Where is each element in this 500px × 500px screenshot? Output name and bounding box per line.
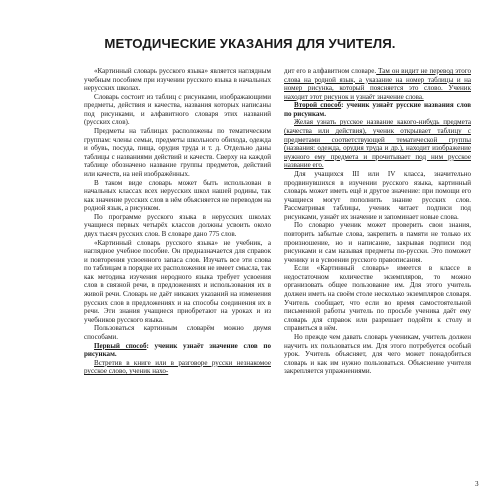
continuation-underlined: Там он видит не перевод этого слова на родной язык, а указание на номер таблицы и на номер рисунка, который поясняется это слово. Ученик находит этот рисунок и узнаёт значение слова. [284,67,471,101]
first-method-text: Встретив в книге или в разговоре русски незнакомое русское слово, ученик нахо- [84,358,271,376]
second-method-text: Желая узнать русское название какого-нибудь предмета (качества или действия), ученик открывает таблицу с предметами соответствующей тематической группы (названия: одежда, орудия труда и др.), находит изображение нужного ему предмета и прочитывает под ним русское название его. [284,118,471,170]
page-title: МЕТОДИЧЕСКИЕ УКАЗАНИЯ ДЛЯ УЧИТЕЛЯ. [104,36,396,51]
right-paragraph: Но прежде чем давать словарь ученикам, учитель должен научить их пользоваться им. Для этого потребуется особый урок. Учитель объясняет, для чего может понадобиться словарь и как им нужно пользоваться. Объяснение учителя закрепляется упражнениями. [284,332,471,376]
second-method-paragraph [284,101,471,118]
left-paragraph: Словарь состоит из таблиц с рисунками, изображающими предметы, действия и качества, названия которых написаны под рисунками, и алфавитного словаря этих названий (русских слов). [84,92,271,127]
page-number: 3 [475,480,479,488]
left-column [84,67,271,376]
right-paragraph: Если «Картинный словарь» имеется в классе в недостаточном количестве экземпляров, то можно организовать общее пользование им. Для этого учитель должен иметь на своём столе несколько экземпляров словаря. Учитель сообщает, что если во время самостоятельной письменной работы учитель по просьбе ученика даёт ему словарь для справок или разрешает подойти к столу и справиться в нём. [284,264,471,333]
left-paragraph: «Картинный словарь русского языка» является наглядным учебным пособием при изучении русского языка в начальных нерусских школах. [84,67,271,93]
left-paragraph: Предметы на таблицах расположены по тематическим группам: члены семьи, предметы школьного обихода, одежда и обувь, посуда, пища, орудия труда и т. д. Отдельно даны таблицы с названиями действий и качеств. Сверху на каждой таблице обозначено название группы предметов, действий или качеств, на ней изображённых. [84,127,271,178]
right-paragraph: Для учащихся III или IV класса, значительно продвинувшихся в изучении русского языка, картинный словарь может иметь ещё и другое значение: при помощи его учащиеся могут пополнить знание русских слов. Рассматривая таблицы, ученик читает подписи под рисунками, узнаёт их значение и запоминает новые слова. [284,169,471,221]
left-paragraph: «Картинный словарь русского языка» не учебник, а наглядное учебное пособие. Он предназначается для справок и повторения усвоенного запаса слов. Изучать все эти слова по таблицам в порядке их расположения не имеет смысла, так как методика изучения неродного языка требует усвоения слов в связной речи, в предложениях и использования их в живой речи. Словарь не даёт никаких указаний на изменения русских слов в предложениях и на способы соединения их в речи. Эти знания учащиеся приобретают на уроках и из учебников русского языка. [84,238,271,324]
continuation-paragraph [284,67,471,101]
continuation-plain: дит его в алфавитном словаре. [284,67,377,75]
right-paragraphs [284,170,471,376]
right-paragraph: По словарю ученик может проверить свои знания, повторить забытые слова, закрепить в памяти не только их произношение, но и написание, закрывая подписи под рисунками и сам называя предметы по-русски. Это поможет ученику и в усвоении русского правописания. [284,221,471,264]
second-method-description: : ученик узнаёт русские названия слов по рисункам. [284,101,471,118]
left-paragraphs [84,67,271,342]
left-paragraph: По программе русского языка в нерусских школах учащиеся первых четырёх классов должны усвоить около двух тысяч русских слов. В словаре дано 775 слов. [84,212,271,238]
first-method-description: : ученик узнаёт значение слов по рисункам. [84,341,272,359]
left-paragraph: Пользоваться картинным словарём можно двумя способами. [84,324,271,341]
first-method-paragraph [84,342,271,359]
left-paragraph: В таком виде словарь может быть использован в начальных классах всех нерусских школ нашей родины, так как значение русских слов в нём объясняется не переводом на родной язык, а рисунком. [84,178,271,213]
first-method-label: Первый способ [94,341,147,350]
second-method-label: Второй способ [294,101,342,110]
right-column [284,67,471,376]
